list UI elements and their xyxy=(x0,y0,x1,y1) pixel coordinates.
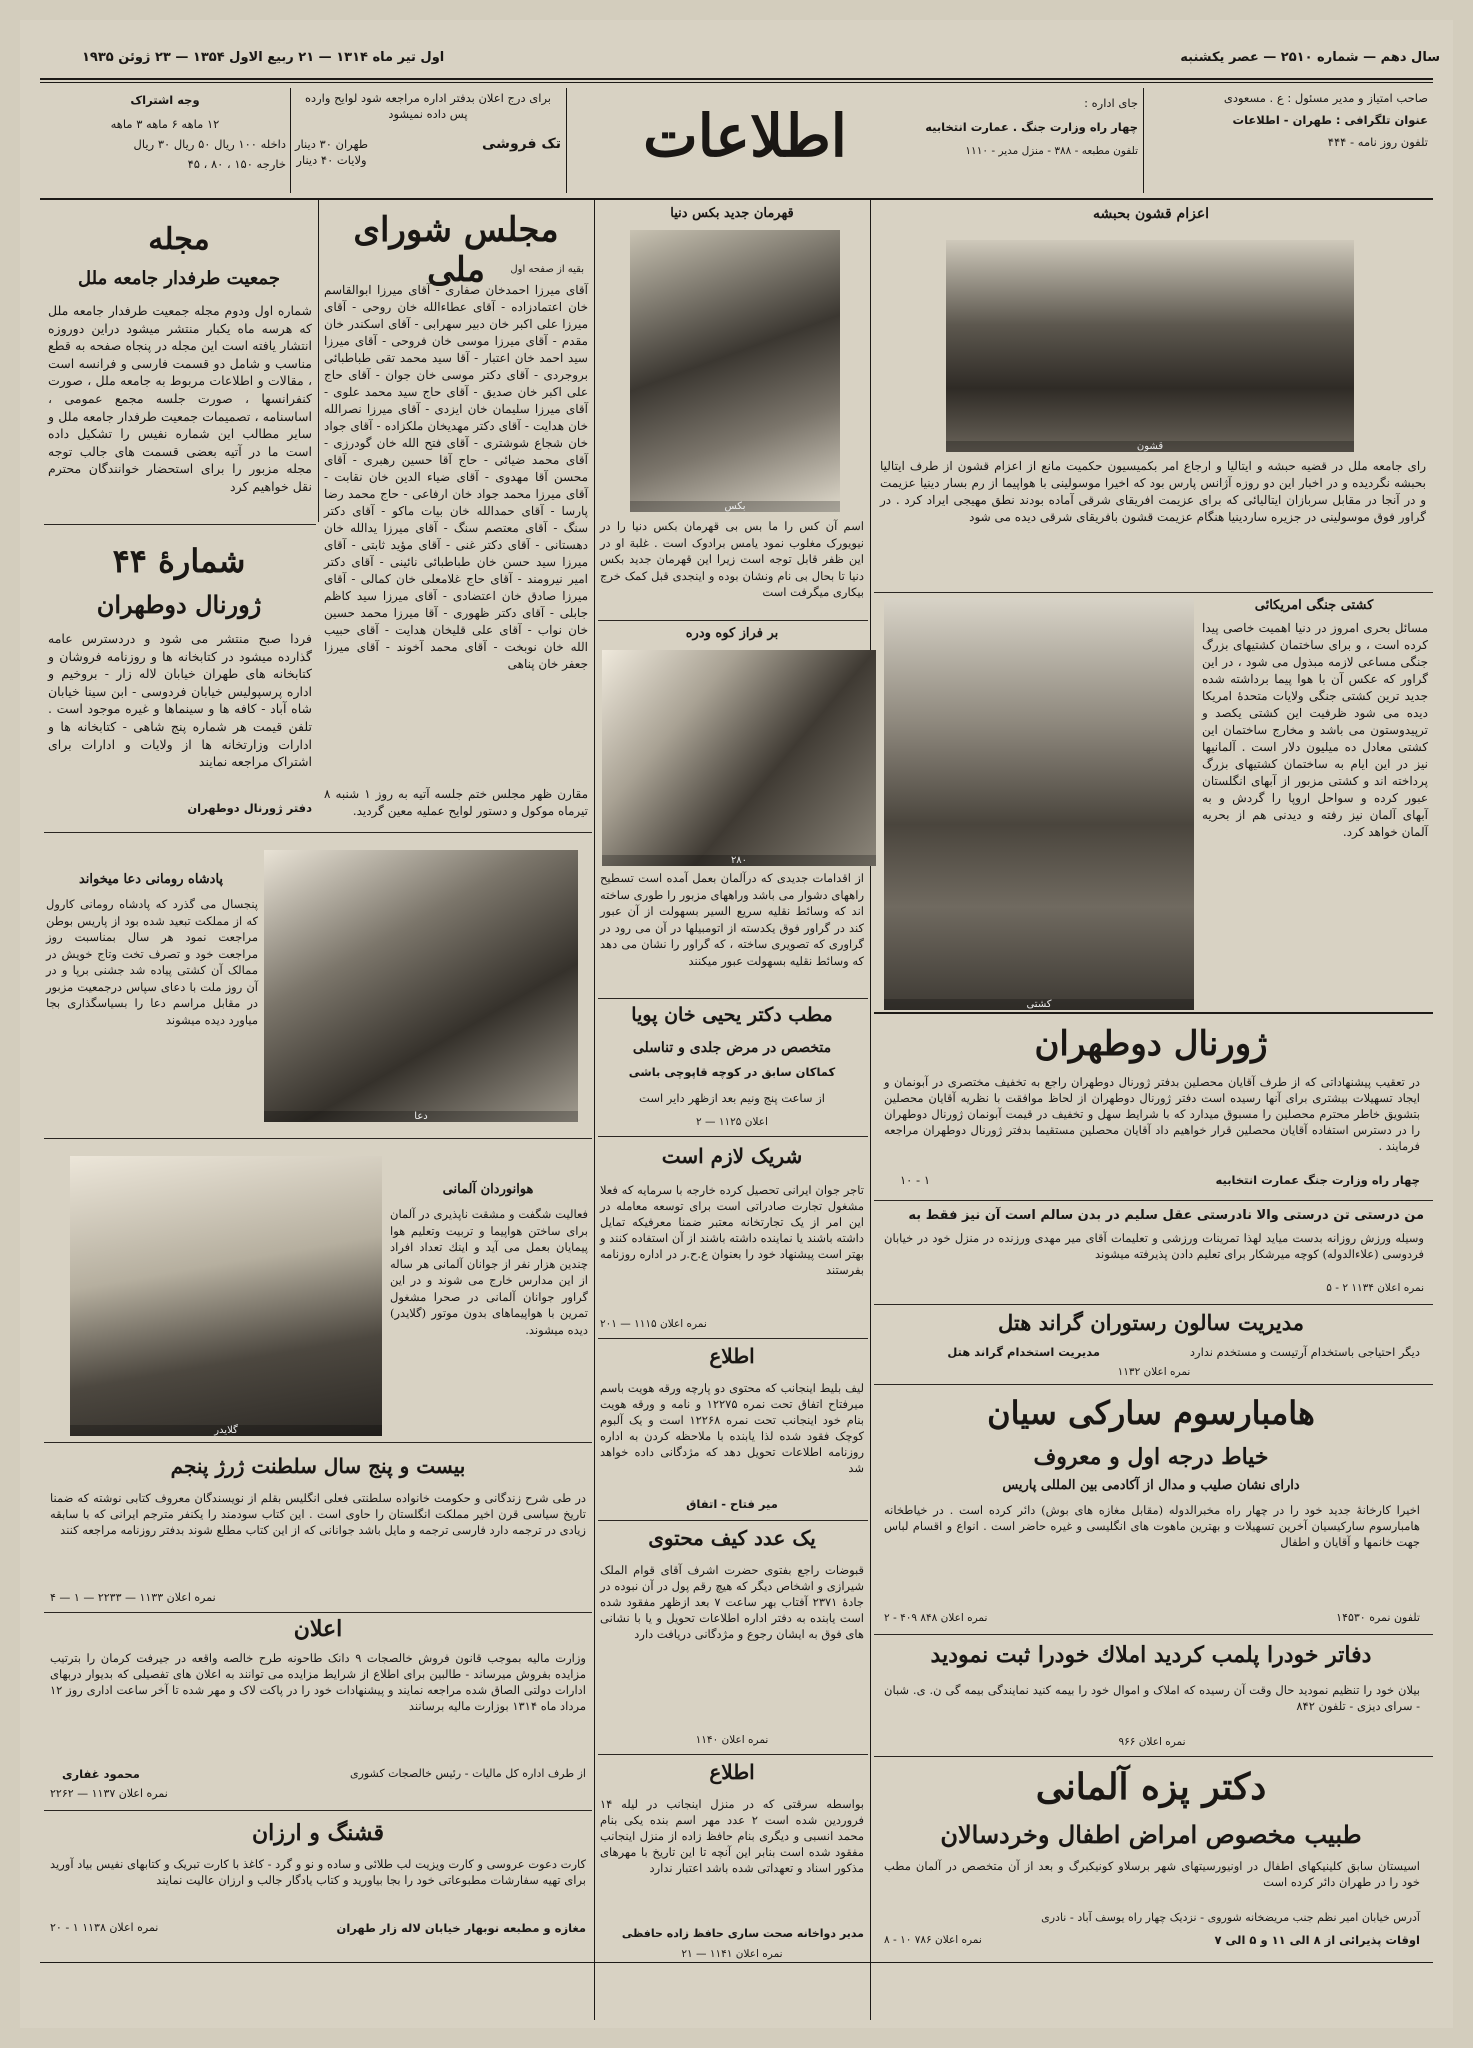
majalleh-title: مجله xyxy=(148,222,210,257)
kuh-caption: از اقدامات جدیدی که درآلمان بعمل آمده است تسطیح راههای دشوار می باشد وراههای مزبور را طوری ساخته اند که وسائط نقلیه سریع السیر بسهولت از آن عبور کند در گراور فوق یکدسته از اتومبیلها در آن می رود در گراوری که تصویری ساخته ، که گراور را نشان می دهد که وسائط نقلیه بسهولت عبور میکنند xyxy=(600,871,864,968)
pezeh-title: دکتر پزه آلمانی xyxy=(1035,1766,1267,1808)
king-body: پنجسال می گذرد که پادشاه رومانی کارول که از مملکت تبعید شده بود از پاریس بوطن مراجعت نمود هر سال بمناسبت روز مراجعت خود و تصرف تخت وتاج خویش در ممالک آن کشتی پیاده شد جشنی برپا و در آن روز ملت با دعای سپاس درجمعیت مزبور در مقابل مراسم دعا را بسياسگذاری بجا میاورد دیده میشوند xyxy=(46,897,258,1027)
sharik-title: شریک لازم است xyxy=(661,1144,803,1168)
majalleh-body: شماره اول ودوم مجله جمعیت طرفدار جامعه ملل که هرسه ماه یکبار منتشر میشود دراین دوروزه انتشار یافته است این مجله در پنجاه صفحه به قطع مناسب و شامل دو قسمت فارسی و فرانسه است ، مقالات و اطلاعات مربوط به جامعه ملل ، صورت کنفرانسها ، صورت جلسه مجمع عمومی ، اساسنامه ، تصمیمات جمعیت طرفدار جامعه ملل و سایر مطالب این شماره نفیس را تشکیل داده است ما در آتیه بعضی قسمت های جالب توجه مجله مزبور را برای استحضار خوانندگان محترم نقل خواهیم کرد xyxy=(48,303,312,494)
ettela2-body: بواسطه سرقتی که در منزل اینجانب در لیله ۱۴ فروردین شده است ۲ عدد مهر اسم بنده یکی بنام محمد انسبی و دیگری بنام حافظ زاده از منزل اینجانب مفقود شده است بنابر این آنچه تا این تاریخ با مهرهای مذکور اسناد و تعهداتی شده باشد اعتبار ندارد xyxy=(600,1797,864,1875)
ethiopia-title: اعزام قشون بحبشه xyxy=(1092,206,1210,222)
masthead-bottom-rule xyxy=(40,198,1433,200)
sub-cols: ۱۲ ماهه ۶ ماهه ۳ ماهه xyxy=(110,117,220,131)
glider-photo xyxy=(70,1156,382,1436)
ghashang-body: کارت دعوت عروسی و کارت ویزیت لب طلائی و ساده و نو و گرد - کاغذ با کارت تبریک و کتابهای نفیس بیاد آورید برای تهیه سفارشات مطبوعاتی خود را بجا بیاورید و کتاب یادگار جالب و ارزان عالیت نمایند xyxy=(50,1857,586,1887)
ettela1-sign: میر فتاح - اتفاق xyxy=(686,1497,778,1511)
champion-title: قهرمان جدید بکس دنیا xyxy=(670,206,794,221)
hambarsom-footer: نمره اعلان ۸۴۸ ۴۰۹ - ۲ xyxy=(884,1612,988,1624)
mid-rule-3 xyxy=(598,1520,868,1521)
george-body: در طی شرح زندگانی و حکومت خانواده سلطنتی فعلی انگلیس بقلم از نویسندگان معروف کتابی نوشته که ضمنا تاریخ سیاسی قرن اخیر مملکت انگلستان را حاوی است . این کتاب سودمند را یکنفر مترجم ایرانی که با سابقه زیادی در ترجمه دارد فارسی ترجمه و مایل باشد جوانانی که از این کتاب مطلع شوند بدفتر روزنامه مراجعه کنند xyxy=(50,1491,586,1537)
ads-note: برای درج اعلان بدفتر اداره مراجعه شود لوایح وارده پس داده نمیشود xyxy=(304,91,552,121)
right-rule-1 xyxy=(874,1200,1433,1201)
masthead-divider-3 xyxy=(290,88,291,193)
sub-foreign: خارجه ۱۵۰ ، ۸۰ ، ۴۵ xyxy=(187,157,286,171)
masthead-owner-box xyxy=(1150,90,1428,190)
hambarsom-sub: خیاط درجه اول و معروف xyxy=(1033,1444,1269,1470)
office-phone: تلفون مطبعه - ۳۸۸ - منزل مدیر - ۱۱۱۰ xyxy=(965,145,1138,157)
grand-footer: نمره اعلان ۱۱۳۲ xyxy=(1117,1366,1191,1378)
kuh-rule xyxy=(598,998,868,999)
right-rule-4 xyxy=(874,1634,1433,1635)
hambarsom-title: هامبارسوم سارکی سیان xyxy=(987,1394,1315,1432)
khanpouya-footer: اعلان ۱۱۲۵ — ۲ xyxy=(696,1116,768,1128)
dafater-footer: نمره اعلان ۹۶۶ xyxy=(1118,1736,1186,1748)
glider-title: هوانوردان آلمانی xyxy=(442,1182,534,1197)
ethiopia-caption: رای جامعه ملل در قضیه حبشه و ایتالیا و ارجاع امر بکمیسیون حکمیت مانع از اعزام قشون از طرف ایتالیا بحبشه نگردیده و در اخبار این دو روزه آژانس پارس بود که اخیرا موسولینی با هواپیما از رم بسار دینیا عزیمت و در آنجا در مقابل سربازان ایتالیائی که برای عزیمت افریقای شرقی آماده بودند نطق مهیجی ایراد کرد . در گراور فوق موسولینی در جزیره ساردینیا هنگام عزیمت قشون بافریقای شرقی دیده می شود xyxy=(880,459,1426,524)
majlis-ending: مقارن ظهر مجلس ختم جلسه آتیه به روز ۱ شنبه ۸ تیرماه موکول و دستور لوایح عملیه معین گردید. xyxy=(324,787,588,818)
yek-body: قبوضات راجع بفتوی حضرت اشرف آقای قوام الملک شیرازی و اشخاص دیگر که هیچ رقم پول در آن نبوده در جادهٔ ۲۳۷۱ آفتاب بهر ساعت ۷ بعد ازظهر مفقود شده است یابنده به دفتر اداره اطلاعات تحویل و یا با نشانی های فوق به ایشان رجوع و مژدگانی دریافت دارد xyxy=(600,1563,864,1641)
masthead-ads-box xyxy=(295,90,561,190)
grand-body: دیگر احتیاجی باستخدام آرتیست و مستخدم ندارد xyxy=(1189,1345,1420,1359)
journal-ad-footer: چهار راه وزارت جنگ عمارت انتخابیه xyxy=(1215,1173,1420,1187)
pezeh-sub: طبیب مخصوص امراض اطفال وخردسالان xyxy=(940,1820,1362,1849)
single-label: تک فروشی xyxy=(482,136,561,152)
journal44-body: فردا صبح منتشر می شود و دردسترس عامه گذارده میشود در کتابخانه ها و روزنامه فروشان و کتابخانه های طهران خیابان لاله زار - بروخیم و اداره پرسپولیس خیابان فردوسی - ابن سینا خیابان شاه آباد - کافه ها و سینماها و غیره موجود است . تلفن قیمت هر شماره پنج شاهی - کتابخانه ها و ادارات وزارتخانه ها از ولایات و ادارات برای اشتراک مراجعه نمایند xyxy=(48,631,312,770)
hambarsom-body: اخیرا کارخانهٔ جدید خود را در چهار راه مخبرالدوله (مقابل مغازه های بوش) دائر کرده است . در خیاطخانه هامبارسوم سارکیسیان آخرین تسهیلات و بهترین ماهوت های انگلیسی و غیره حاضر است . انواع و اقسام لباس جهت خانمها و آقایان و اطفال xyxy=(884,1503,1420,1549)
champion-caption: اسم آن کس را ما بس بی قهرمان بکس دنیا را در نیویورک مغلوب نمود یامس برادوک است . غلبة او در این ظفر قابل توجه است زیرا این قهرمان جدید بکس دنیا تا بحال بی نام ونشان بوده و اینجدی قبل کمک خرج بیکاری میگرفت است xyxy=(600,519,864,599)
majlis-title: مجلس شورای ملی xyxy=(353,210,559,290)
king-photo-label: دعا xyxy=(264,1111,578,1122)
ettela1-title: اطلاع xyxy=(709,1344,755,1368)
dafater-title: دفاتر خودرا پلمب کردید املاك خودرا ثبت نمودید xyxy=(930,1642,1372,1668)
subscription-box xyxy=(44,92,286,192)
ship-photo xyxy=(884,598,1194,1010)
single-provinces: ولایات ۴۰ دینار xyxy=(296,153,367,167)
khanpouya-sub: متخصص در مرض جلدی و تناسلی xyxy=(632,1040,832,1056)
pezeh-hours: اوقات پذیرائی از ۸ الی ۱۱ و ۵ الی ۷ xyxy=(1214,1933,1420,1947)
majalleh-rule xyxy=(44,524,316,525)
elan-title: اعلان xyxy=(293,1616,343,1642)
top-rule xyxy=(40,78,1433,80)
masthead-divider-2 xyxy=(566,88,567,193)
mashkar-body: وسیله ورزش روزانه بدست میاید لهذا تمرینات ورزشی و تعلیمات آقای میر مهدی ورزنده در منزل خود در خیابان فردوسی (علاءالدوله) کوچه میرشکار برای تعلیم دادن پذیرفته میشوند xyxy=(884,1231,1424,1261)
khanpouya-hours: از ساعت پنج ونیم بعد ازظهر دایر است xyxy=(639,1091,825,1105)
champion-rule xyxy=(598,620,868,621)
newspaper-phone: تلفون روز نامه - ۴۴۴ xyxy=(1327,135,1428,149)
ethiopia-photo xyxy=(946,240,1354,452)
col-divider-c xyxy=(870,200,871,2020)
majlis-body: آقای میرزا احمدخان صفاری - آقای میرزا ابوالقاسم خان اعتمادزاده - آقای عطاءالله خان روحی - آقای میرزا علی اکبر خان دبیر سهرابی - آقای اسکندر خان مقدم - آقای میرزا موسی خان فروحی - آقای میرزا سید احمد خان اعتبار - آقا سید محمد تقی طباطبائی بروجردی - آقای دکتر موسی خان جوان - آقای حاج علی اکبر خان صدیق - آقای حاج سید محمد علوی - آقای میرزا سلیمان خان ایزدی - آقای میرزا نصرالله خان هدایت - آقای دکتر مهدیخان ملکزاده - آقای جواد خان شجاع شوشتری - آقای فتح الله خان گودرزی - آقای محمد ضیائی - حاج آقا حسین رهبری - آقای محسن آقا مهدوی - آقای ضیاء الدین خان نقابت - آقای میرزا محمد جواد خان ارفاعی - حاج محمد رضا پارسا - آقای حمدالله خان بیات ماکو - آقای دکتر سنگ - آقای معتصم سنگ - آقای میرزا یدالله خان دهستانی - آقای دکتر غنی - آقای مؤید ثابتی - آقای میرزا سید حسن خان طباطبائی نائینی - آقای دکتر امیر نیرومند - آقای حاج غلامعلی خان کمالی - آقای میرزا صادق خان اعتضادی - آقای میرزا سید کاظم جابلی - آقای دکتر ظهوری - آقا میرزا محمد حسین خان نواب - آقای علی قلیخان هدایت - آقای حبیب الله خان نوبخت - آقای محمد آخوند - آقای میرزا جعفر خان پناهی xyxy=(324,283,588,671)
glider-body: فعالیت شگفت و مشقت ناپذیری در آلمان برای ساختن هواپیما و تربیت وتعلیم هوا پیمایان بعمل می آید و اینك تعداد افراد چندین هزار نفر از جوانان آلمانی هر ساله از این مدارس خارج می شوند و در این گراور جوانان آلمانی در صحرا مشغول تمرین با هواپیماهای بدون موتور (گلایدر) دیده میشوند. xyxy=(390,1207,588,1337)
majlis-subtitle: بقیه از صفحه اول xyxy=(510,264,584,275)
col-divider-b xyxy=(594,200,595,2020)
single-tehran: طهران ۳۰ دینار xyxy=(295,137,368,151)
ettela2-title: اطلاع xyxy=(709,1760,755,1784)
row2-rule xyxy=(44,1138,592,1139)
col-divider-a xyxy=(318,200,319,522)
champion-photo xyxy=(630,230,840,512)
issue-line: سال دهم — شماره ۲۵۱۰ — عصر یکشنبه xyxy=(1180,50,1440,65)
grand-sign: مدیریت استخدام گراند هتل xyxy=(947,1345,1100,1359)
sharik-body: تاجر جوان ایرانی تحصیل کرده خارجه با سرمایه که فعلا مشغول تجارت صادراتی است برای توسعه معامله در این امر از یک تجارتخانه معتبر ضمنا معرفیکه تمایل داشته باشند یا نماینده داشته باشند از آن استفاده کنند و بهتر است پیشنهاد خود را بعنوان ع.ح.ر در اداره روزنامه بفرستند xyxy=(600,1183,864,1277)
mashkar-title: من درستی تن درستی والا نادرستی عقل سلیم در بدن سالم است آن نیز فقط به xyxy=(908,1208,1424,1223)
champion-photo-label: بکس xyxy=(630,501,840,512)
ship-rule xyxy=(874,1012,1433,1014)
journal44-title: شمارهٔ ۴۴ xyxy=(112,542,246,580)
yek-footer: نمره اعلان ۱۱۴۰ xyxy=(695,1734,769,1746)
grand-title: مدیریت سالون رستوران گراند هتل xyxy=(998,1310,1304,1335)
row4-rule xyxy=(44,1612,592,1613)
elan-body: وزارت مالیه بموجب قانون فروش خالصجات ۹ دانک طاحونه طرح خالصه واقعه در جیرفت کرمان را بترتیب مزایده بفروش میرساند - طالبین برای اطلاع از شرایط مزایده می توانند به اعلان های تفصیلی که بدیوار دربهای ادارات دولتی الصاق شده مراجعه نمایند و پیشنهادات خود را در پاکت لاک و مهر شده تا آخر ساعت اداری روز ۱۲ مرداد ماه ۱۳۱۴ بوزارت مالیه برسانند xyxy=(50,1651,586,1713)
majalleh-subtitle: جمعیت طرفدار جامعه ملل xyxy=(78,268,280,289)
dafater-body: بیلان خود را تنظیم نمودید حال وقت آن رسیده که املاک و اموال خود را بیمه کنید نمایندگی بیمه گی ن. ی. شبان - سرای دیزی - تلفون ۸۴۲ xyxy=(884,1683,1420,1713)
khanpouya-title: مطب دکتر یحیی خان پویا xyxy=(631,1004,833,1026)
pezeh-body: اسیستان سابق کلینیکهای اطفال در اونیورسیتهای شهر برسلاو کونیکبرگ و بعد از آن متخصص در آلمان مطب خود را در طهران دائر کرده است xyxy=(884,1859,1420,1889)
ettela2-footer: نمره اعلان ۱۱۴۱ — ۲۱ xyxy=(681,1948,783,1960)
single-price-row xyxy=(295,136,561,168)
row1-rule xyxy=(44,832,592,833)
sub-title: وجه اشتراک xyxy=(130,93,200,107)
masthead-divider xyxy=(1143,88,1144,193)
right-rule-5 xyxy=(874,1756,1433,1757)
row3-rule xyxy=(44,1442,592,1443)
elan-footer: نمره اعلان ۱۱۳۷ — ۲۲۶۲ xyxy=(50,1787,168,1800)
mid-rule-1 xyxy=(598,1136,868,1137)
journal-ad-body: در تعقیب پیشنهاداتی که از طرف آقایان محصلین بدفتر ژورنال دوطهران راجع به تخفیف مختصری در آبونمان و ایجاد تسهیلات بیشتری برای آنها رسیده است دفتر ژورنال دوطهران از لحاظ موافقت با نظریه آقایان محصلین بتشویق خاطر محترم محصلین را مسبوق میدارد که با شرایط سهل و تخفیف در قیمت آبونمان ژورنال دوطهران را در دسترس استفاده آقایان محصلین قرار خواهیم داد آقایان محصلین مستقیما بدفتر ژورنال دوطهران مراجعه فرمایند . xyxy=(884,1075,1420,1153)
king-photo xyxy=(264,850,578,1122)
pezeh-footer: نمره اعلان ۷۸۶ ۱۰ - ۸ xyxy=(884,1934,982,1946)
telegraph-line: عنوان تلگرافی : طهران - اطلاعات xyxy=(1232,113,1428,127)
sub-domestic: داخله ۱۰۰ ریال ۵۰ ریال ۳۰ ریال xyxy=(133,137,286,151)
owner-line: صاحب امتیاز و مدیر مسئول : ع . مسعودی xyxy=(1223,91,1428,105)
newspaper-title: اطلاعات xyxy=(643,102,847,170)
office-address: چهار راه وزارت جنگ . عمارت انتخابیه xyxy=(925,120,1138,134)
khanpouya-address: کماکان سابق در کوچه قاپوچی باشی xyxy=(628,1065,836,1079)
yek-title: یک عدد کیف محتوی xyxy=(648,1526,816,1550)
sharik-footer: نمره اعلان ۱۱۱۵ — ۲۰۱ xyxy=(600,1318,707,1330)
row5-rule xyxy=(44,1810,592,1811)
journal-ad-num: ۱ - ۱۰ xyxy=(900,1173,931,1187)
george-footer: نمره اعلان ۱۱۳۳ — ۲۲۳۳ — ۱ — ۴ xyxy=(50,1591,216,1604)
elan-sign-left: محمود غفاری xyxy=(62,1767,140,1781)
ettela1-body: لیف بلیط اینجانب که محتوی دو پارچه ورقه هویت باسم میرفتاح اتفاق تحت نمره ۱۲۲۷۵ و نامه و ورقه هویت بنام خود اینجانب تحت نمره ۱۲۲۶۸ است و یک آلبوم کوچک فقود شده لذا یابنده با ملاحظه کردن به اداره روزنامه اطلاعات تحویل دهد که مژدگانی داده خواهد شد xyxy=(600,1381,864,1475)
glider-photo-label: گلایدر xyxy=(70,1425,382,1436)
single-prices xyxy=(295,136,368,168)
king-title: پادشاه رومانی دعا میخواند xyxy=(78,872,224,887)
top-rule-2 xyxy=(40,82,1433,83)
hambarsom-tel: تلفون نمره ۱۴۵۳۰ xyxy=(1336,1611,1420,1624)
mashkar-footer: نمره اعلان ۱۱۳۴ ۲ - ۵ xyxy=(1326,1282,1424,1294)
pezeh-address: آدرس خیابان امیر نظم جنب مریضخانه شوروی - نزدیک چهار راه یوسف آباد - نادری xyxy=(1041,1911,1420,1924)
masthead-office-box xyxy=(890,95,1138,195)
ghashang-footer2: نمره اعلان ۱۱۳۸ ۱ - ۲۰ xyxy=(50,1921,159,1934)
mid-rule-4 xyxy=(598,1754,868,1755)
ghashang-footer: مغازه و مطبعه نوبهار خیابان لاله زار طهران xyxy=(336,1921,586,1935)
journal-ad-title: ژورنال دوطهران xyxy=(1034,1024,1268,1064)
ettela2-sign: مدیر دواخانه صحت ساری حافظ زاده حافظی xyxy=(621,1927,864,1940)
right-rule-3 xyxy=(874,1384,1433,1385)
ship-photo-label: کشتی xyxy=(884,999,1194,1010)
ghashang-title: قشنگ و ارزان xyxy=(251,1820,385,1846)
kuh-title: بر فراز کوه ودره xyxy=(685,626,779,641)
date-line: اول تیر ماه ۱۳۱۴ — ۲۱ ربیع الاول ۱۳۵۴ — ۲۳ ژوئن ۱۹۳۵ xyxy=(82,50,445,65)
bottom-rule xyxy=(40,1962,1433,1963)
ship-body: مسائل بحری امروز در دنیا اهمیت خاصی پیدا کرده است ، و برای ساختمان کشتیهای بزرگ جنگی مساعی لازمه مبذول می شود ، در این گراور که عکس آن با هوا پیما برداشته شده جدید ترین کشتی جنگی ولایات متحدهٔ امریکا دیده می شود ظرفیت این کشتی یکصد و ترپیدوستون می باشد و مخارج ساختمان این کشتی معادل ده میلیون دلار است . آلمانیها نیز در این ایام به ساختمان کشتیهای بزرگ پرداخته اند و کشتی مزبور از آبهای انگلستان عبور کرده و سواحل اروپا را گردش و به آبهای آلمان نیز رفته و دیدنی هم از بحریه آلمان خواهد کرد. xyxy=(1202,621,1428,839)
elan-sign-right: از طرف اداره کل مالیات - رئیس خالصجات کشوری xyxy=(349,1767,586,1780)
right-rule-2 xyxy=(874,1304,1433,1305)
hambarsom-medal: دارای نشان صلیب و مدال از آکادمی بین المللی پاریس xyxy=(1002,1478,1300,1493)
ethiopia-photo-label: قشون xyxy=(946,441,1354,452)
journal44-footer: دفتر ژورنال دوطهران xyxy=(187,801,312,815)
kuh-photo-label: ۲۸۰ xyxy=(602,855,876,866)
office-label: جای اداره : xyxy=(1084,96,1138,110)
journal44-subtitle: ژورنال دوطهران xyxy=(96,590,262,619)
ethiopia-rule xyxy=(874,592,1433,593)
mid-rule-2 xyxy=(598,1338,868,1339)
ship-title: کشتی جنگی امریکائی xyxy=(1254,598,1374,613)
george-title: بیست و پنج سال سلطنت ژرژ پنجم xyxy=(170,1454,466,1478)
kuh-photo xyxy=(602,650,876,866)
